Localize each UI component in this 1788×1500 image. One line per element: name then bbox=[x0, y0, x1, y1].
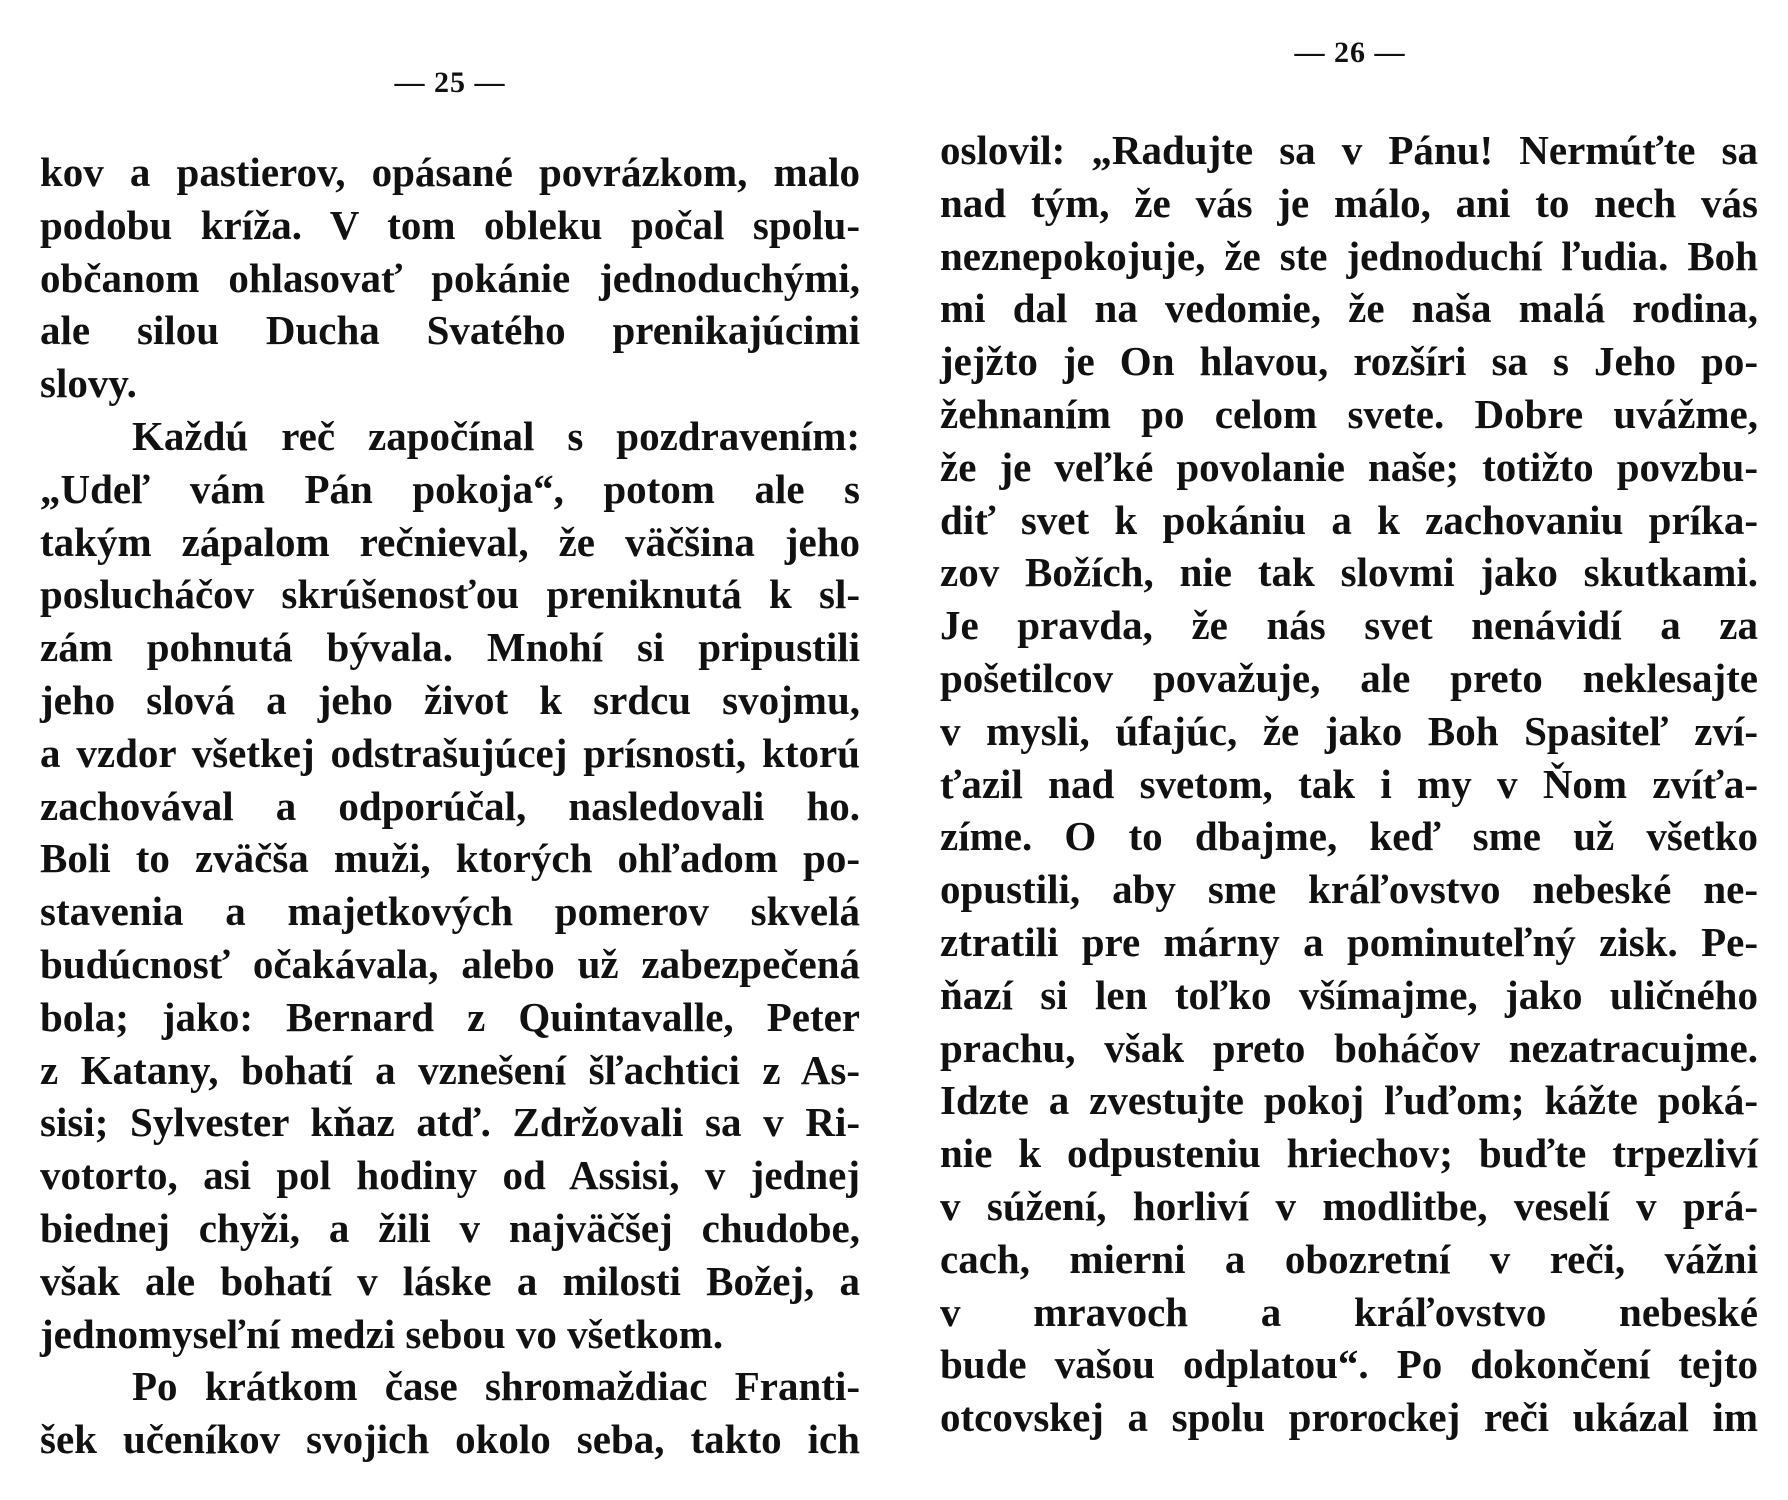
text-line: Je pravda, že nás svet nenávidí a za bbox=[940, 602, 1758, 649]
text-line: zám pohnutá bývala. Mnohí si pripustili bbox=[40, 624, 860, 671]
page-text bbox=[40, 146, 860, 1466]
text-line: takým zápalom rečnieval, že väčšina jeho bbox=[40, 518, 860, 565]
text-line: budúcnosť očakávala, alebo už zabezpečená bbox=[40, 940, 860, 987]
text-line: občanom ohlasovať pokánie jednoduchými, bbox=[40, 254, 860, 301]
text-line: zachovával a odporúčal, nasledovali ho. bbox=[40, 782, 860, 829]
text-line: sisi; Sylvester kňaz atď. Zdržovali sa v Ri- bbox=[40, 1099, 860, 1146]
text-line: neznepokojuje, že ste jednoduchí ľudia. Boh bbox=[940, 232, 1758, 279]
text-line: nad tým, že vás je málo, ani to nech vás bbox=[940, 179, 1758, 226]
text-line: nie k odpusteniu hriechov; buďte trpezliví bbox=[940, 1130, 1758, 1177]
text-line: Idzte a zvestujte pokoj ľuďom; kážte poká- bbox=[940, 1077, 1758, 1124]
text-line: biednej chyži, a žili v najväčšej chudobe, bbox=[40, 1204, 860, 1251]
text-line: ztratili pre márny a pominuteľný zisk. Pe- bbox=[940, 918, 1758, 965]
text-line: z Katany, bohatí a vznešení šľachtici z As- bbox=[40, 1046, 860, 1093]
text-line: prachu, však preto boháčov nezatracujme. bbox=[940, 1024, 1758, 1071]
text-line: podobu kríža. V tom obleku počal spolu- bbox=[40, 201, 860, 248]
text-line: žehnaním po celom svete. Dobre uvážme, bbox=[940, 390, 1758, 437]
text-line: v súžení, horliví v modlitbe, veselí v prá- bbox=[940, 1182, 1758, 1229]
text-line: ale silou Ducha Svatého prenikajúcimi bbox=[40, 307, 860, 354]
text-line: že je veľké povolanie naše; totižto povzbu- bbox=[940, 443, 1758, 490]
text-line: slovy. bbox=[40, 360, 137, 407]
text-line: v mravoch a kráľovstvo nebeské bbox=[940, 1288, 1758, 1335]
text-line: jednomyseľní medzi sebou vo všetkom. bbox=[40, 1310, 724, 1357]
text-line: zov Božích, nie tak slovmi jako skutkami. bbox=[940, 549, 1758, 596]
text-line: mi dal na vedomie, že naša malá rodina, bbox=[940, 285, 1758, 332]
page-number: — 26 — bbox=[1294, 36, 1406, 69]
text-line: Po krátkom čase shromaždiac Franti- bbox=[132, 1363, 860, 1410]
text-line: v mysli, úfajúc, že jako Boh Spasiteľ zví- bbox=[940, 707, 1758, 754]
text-line: bude vašou odplatou“. Po dokončení tejto bbox=[940, 1341, 1758, 1388]
text-line: cach, mierni a obozretní v reči, vážni bbox=[940, 1235, 1758, 1282]
text-line: šek učeníkov svojich okolo seba, takto ich bbox=[40, 1416, 860, 1463]
text-line: poslucháčov skrúšenosťou preniknutá k sl- bbox=[40, 571, 860, 618]
text-line: Každú reč započínal s pozdravením: bbox=[132, 412, 860, 459]
text-line: bola; jako: Bernard z Quintavalle, Peter bbox=[40, 993, 860, 1040]
text-line: Boli to zväčša muži, ktorých ohľadom po- bbox=[40, 835, 860, 882]
text-line: jeho slová a jeho život k srdcu svojmu, bbox=[40, 676, 860, 723]
text-line: však ale bohatí v láske a milosti Božej, a bbox=[40, 1257, 860, 1304]
page-text bbox=[940, 124, 1758, 1444]
text-line: a vzdor všetkej odstrašujúcej prísnosti, ktorú bbox=[40, 729, 860, 776]
text-line: zíme. O to dbajme, keď sme už všetko bbox=[940, 813, 1758, 860]
page-number: — 25 — bbox=[394, 66, 506, 99]
text-line: pošetilcov považuje, ale preto neklesajte bbox=[940, 654, 1758, 701]
text-line: jejžto je On hlavou, rozšíri sa s Jeho po- bbox=[940, 338, 1758, 385]
text-line: kov a pastierov, opásané povrázkom, malo bbox=[40, 149, 860, 195]
text-line: ňazí si len toľko všímajme, jako uličného bbox=[940, 971, 1758, 1018]
text-line: votorto, asi pol hodiny od Assisi, v jednej bbox=[40, 1152, 860, 1199]
text-line: ťazil nad svetom, tak i my v Ňom zvíťa- bbox=[940, 760, 1758, 807]
text-line: diť svet k pokániu a k zachovaniu príka- bbox=[940, 496, 1758, 543]
text-line: „Udeľ vám Pán pokoja“, potom ale s bbox=[40, 465, 860, 512]
text-line: oslovil: „Radujte sa v Pánu! Nermúťte sa bbox=[940, 127, 1758, 173]
text-line: stavenia a majetkových pomerov skvelá bbox=[40, 888, 860, 935]
text-line: opustili, aby sme kráľovstvo nebeské ne- bbox=[940, 866, 1758, 913]
text-line: otcovskej a spolu prorockej reči ukázal im bbox=[940, 1394, 1758, 1441]
